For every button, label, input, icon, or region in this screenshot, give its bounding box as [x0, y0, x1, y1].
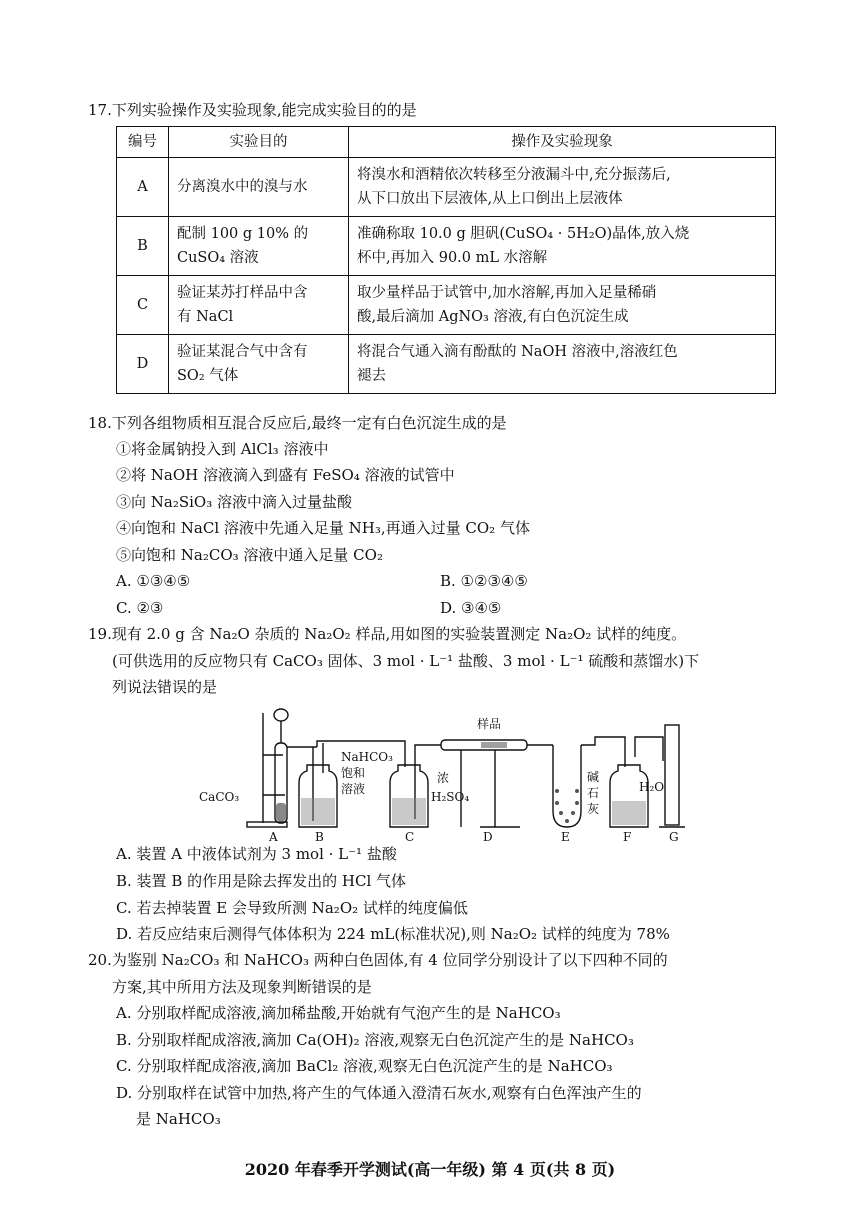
label-lime-2: 石	[587, 786, 600, 800]
q19-option-b: B. 装置 B 的作用是除去挥发出的 HCl 气体	[116, 872, 407, 890]
apparatus-figure	[195, 703, 687, 843]
measuring-cylinder	[665, 725, 679, 825]
apparatus-label: F	[623, 830, 632, 843]
funnel-bulb	[274, 709, 288, 721]
label-solution: 溶液	[341, 782, 366, 796]
row-operation: 将溴水和酒精依次转移至分液漏斗中,充分振荡后, 从下口放出下层液体,从上口倒出上层液体	[349, 158, 776, 217]
row-purpose: 验证某混合气中含有 SO₂ 气体	[169, 335, 349, 394]
q19-stem-line3: 列说法错误的是	[112, 678, 218, 696]
table-row	[117, 276, 776, 335]
apparatus-label: A	[269, 830, 278, 843]
q18-option-a: A. ①③④⑤	[116, 572, 191, 590]
label-h2so4: H₂SO₄	[431, 790, 470, 804]
q17-table	[116, 126, 776, 394]
q19-option-d: D. 若反应结束后测得气体体积为 224 mL(标准状况),则 Na₂O₂ 试样的纯度为 78%	[116, 925, 670, 943]
q18-item: ③向 Na₂SiO₃ 溶液中滴入过量盐酸	[116, 493, 353, 511]
q20-option-a: A. 分别取样配成溶液,滴加稀盐酸,开始就有气泡产生的是 NaHCO₃	[116, 1004, 561, 1022]
label-saturated: 饱和	[341, 766, 366, 780]
q19-option-c: C. 若去掉装置 E 会导致所测 Na₂O₂ 试样的纯度偏低	[116, 899, 468, 917]
q18-item: ①将金属钠投入到 AlCl₃ 溶液中	[116, 440, 329, 458]
apparatus-label: G	[669, 830, 679, 843]
page-footer: 2020 年春季开学测试(高一年级) 第 4 页(共 8 页)	[244, 1160, 616, 1179]
q20-option-d: D. 分别取样在试管中加热,将产生的气体通入澄清石灰水,观察有白色浑浊产生的	[116, 1084, 642, 1102]
label-concentrated: 浓	[437, 771, 450, 785]
q19-option-a: A. 装置 A 中液体试剂为 3 mol · L⁻¹ 盐酸	[116, 845, 397, 863]
q20-stem-line1: 20.为鉴别 Na₂CO₃ 和 NaHCO₃ 两种白色固体,有 4 位同学分别设计了以下四种不同的	[88, 951, 668, 969]
header-purpose: 实验目的	[169, 127, 349, 158]
table-row	[117, 158, 776, 217]
label-caco3: CaCO₃	[199, 790, 240, 804]
soda-lime-granules	[555, 789, 579, 823]
q20-stem-line2: 方案,其中所用方法及现象判断错误的是	[112, 978, 372, 996]
q18-option-d: D. ③④⑤	[440, 599, 502, 617]
label-nahco3: NaHCO₃	[341, 750, 393, 764]
table-row	[117, 335, 776, 394]
q20-option-d-cont: 是 NaHCO₃	[136, 1110, 221, 1128]
q18-item: ②将 NaOH 溶液滴入到盛有 FeSO₄ 溶液的试管中	[116, 466, 455, 484]
label-water: H₂O	[639, 780, 665, 794]
q17-stem: 17.下列实验操作及实验现象,能完成实验目的的是	[88, 101, 417, 119]
row-id: A	[117, 158, 169, 217]
table-header-row	[117, 127, 776, 158]
apparatus-label: B	[315, 830, 324, 843]
q18-option-c: C. ②③	[116, 599, 164, 617]
q20-option-b: B. 分别取样配成溶液,滴加 Ca(OH)₂ 溶液,观察无白色沉淀产生的是 NaHCO₃	[116, 1031, 634, 1049]
q18-item: ④向饱和 NaCl 溶液中先通入足量 NH₃,再通入过量 CO₂ 气体	[116, 519, 530, 537]
q18-stem: 18.下列各组物质相互混合反应后,最终一定有白色沉淀生成的是	[88, 414, 507, 432]
row-operation: 将混合气通入滴有酚酞的 NaOH 溶液中,溶液红色 褪去	[349, 335, 776, 394]
apparatus-label: E	[561, 830, 570, 843]
table-row	[117, 217, 776, 276]
q18-item: ⑤向饱和 Na₂CO₃ 溶液中通入足量 CO₂	[116, 546, 383, 564]
q19-stem-line2: (可供选用的反应物只有 CaCO₃ 固体、3 mol · L⁻¹ 盐酸、3 mol · L⁻¹ 硫酸和蒸馏水)下	[112, 652, 700, 670]
row-id: B	[117, 217, 169, 276]
label-lime-3: 灰	[587, 802, 600, 816]
q18-option-b: B. ①②③④⑤	[440, 572, 528, 590]
header-id: 编号	[117, 127, 169, 158]
apparatus-label: C	[405, 830, 415, 843]
apparatus-label: D	[483, 830, 493, 843]
row-id: D	[117, 335, 169, 394]
row-operation: 准确称取 10.0 g 胆矾(CuSO₄ · 5H₂O)晶体,放入烧 杯中,再加入 90.0 mL 水溶解	[349, 217, 776, 276]
row-purpose: 验证某苏打样品中含 有 NaCl	[169, 276, 349, 335]
q19-stem-line1: 19.现有 2.0 g 含 Na₂O 杂质的 Na₂O₂ 样品,用如图的实验装置测定 Na₂O₂ 试样的纯度。	[88, 625, 687, 643]
row-purpose: 配制 100 g 10% 的 CuSO₄ 溶液	[169, 217, 349, 276]
u-tube	[553, 745, 581, 827]
q20-option-c: C. 分别取样配成溶液,滴加 BaCl₂ 溶液,观察无白色沉淀产生的是 NaHCO₃	[116, 1057, 613, 1075]
label-sample: 样品	[477, 717, 502, 731]
row-purpose: 分离溴水中的溴与水	[169, 158, 349, 217]
row-id: C	[117, 276, 169, 335]
label-lime-1: 碱	[587, 770, 600, 784]
header-operation: 操作及实验现象	[349, 127, 776, 158]
row-operation: 取少量样品于试管中,加水溶解,再加入足量稀硝 酸,最后滴加 AgNO₃ 溶液,有白色沉淀生成	[349, 276, 776, 335]
